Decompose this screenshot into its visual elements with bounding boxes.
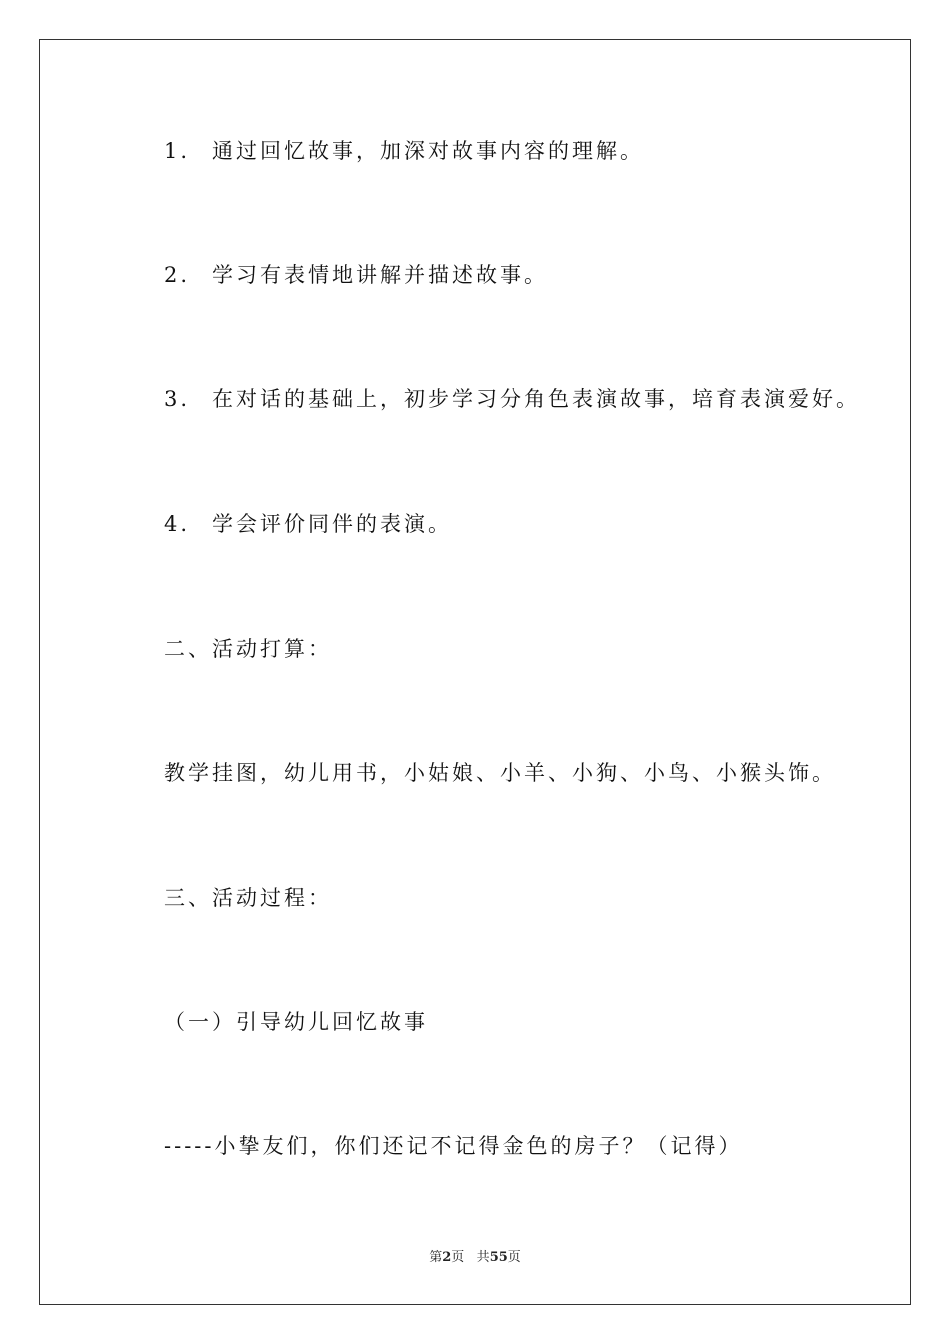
item-number: 1. (164, 139, 191, 163)
item-number: 2. (164, 263, 191, 287)
footer-page-suffix: 页 (451, 1250, 465, 1265)
step-heading-1: （一）引导幼儿回忆故事 (164, 1010, 428, 1034)
dialogue-paragraph: -----小挚友们，你们还记不记得金色的房子？（记得） (164, 1134, 743, 1158)
objective-item-4 (164, 510, 452, 538)
item-number: 3. (164, 387, 191, 411)
page-border (39, 39, 911, 1305)
footer-total-prefix: 共 (476, 1250, 490, 1265)
item-text: 在对话的基础上，初步学习分角色表演故事，培育表演爱好。 (212, 387, 860, 411)
footer-page-prefix: 第 (429, 1250, 443, 1265)
footer-page-number: 2 (442, 1250, 452, 1265)
item-number: 4. (164, 512, 191, 536)
page-footer (0, 1249, 950, 1267)
footer-total-suffix: 页 (507, 1250, 521, 1265)
materials-paragraph: 教学挂图，幼儿用书，小姑娘、小羊、小狗、小鸟、小猴头饰。 (164, 761, 836, 785)
objective-item-1 (164, 137, 644, 165)
item-text: 通过回忆故事，加深对故事内容的理解。 (212, 139, 644, 163)
item-text: 学习有表情地讲解并描述故事。 (212, 263, 548, 287)
objective-item-2 (164, 261, 548, 289)
section-heading-process: 三、活动过程： (164, 886, 332, 910)
footer-total-pages: 55 (489, 1250, 508, 1265)
objective-item-3 (164, 385, 860, 413)
section-heading-preparation: 二、活动打算： (164, 637, 332, 661)
item-text: 学会评价同伴的表演。 (212, 512, 452, 536)
